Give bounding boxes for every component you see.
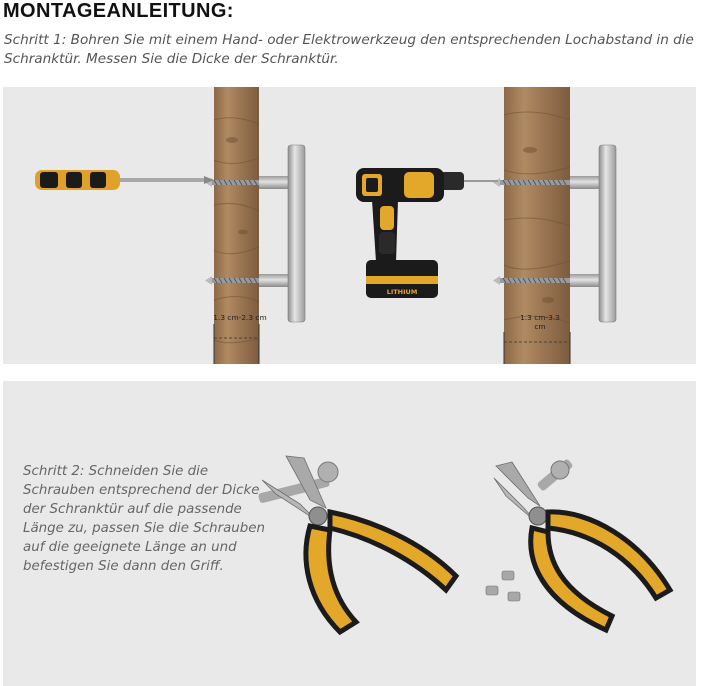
pliers-left-icon	[258, 456, 456, 632]
bar-handle-left	[259, 145, 305, 322]
screwdriver-icon	[35, 170, 214, 190]
cut-screw-pieces-icon	[486, 571, 520, 601]
drill-battery-label: LITHIUM	[386, 288, 418, 296]
thickness-label-left: 1.3 cm-2.3 cm	[213, 313, 267, 322]
thickness-label-right: 1.3 cm-3.3 cm	[520, 313, 560, 331]
cabinet-door-left	[214, 87, 259, 364]
step-2-instruction: Schritt 2: Schneiden Sie die Schrauben entsprechend der Dicke der Schranktür auf die passende Länge zu, passen Sie die Schrauben auf die geeignete Länge an und befestigen Sie dann den Griff.	[23, 464, 266, 574]
page-title: MONTAGEANLEITUNG:	[3, 0, 234, 22]
pliers-right-icon	[494, 458, 670, 630]
step-1-instruction: Schritt 1: Bohren Sie mit einem Hand- oder Elektrowerkzeug den entsprechenden Lochabstand in die Schranktür. Messen Sie die Dicke der Schranktür.	[4, 32, 694, 67]
power-drill-icon	[356, 168, 498, 298]
bar-handle-right	[570, 145, 616, 322]
